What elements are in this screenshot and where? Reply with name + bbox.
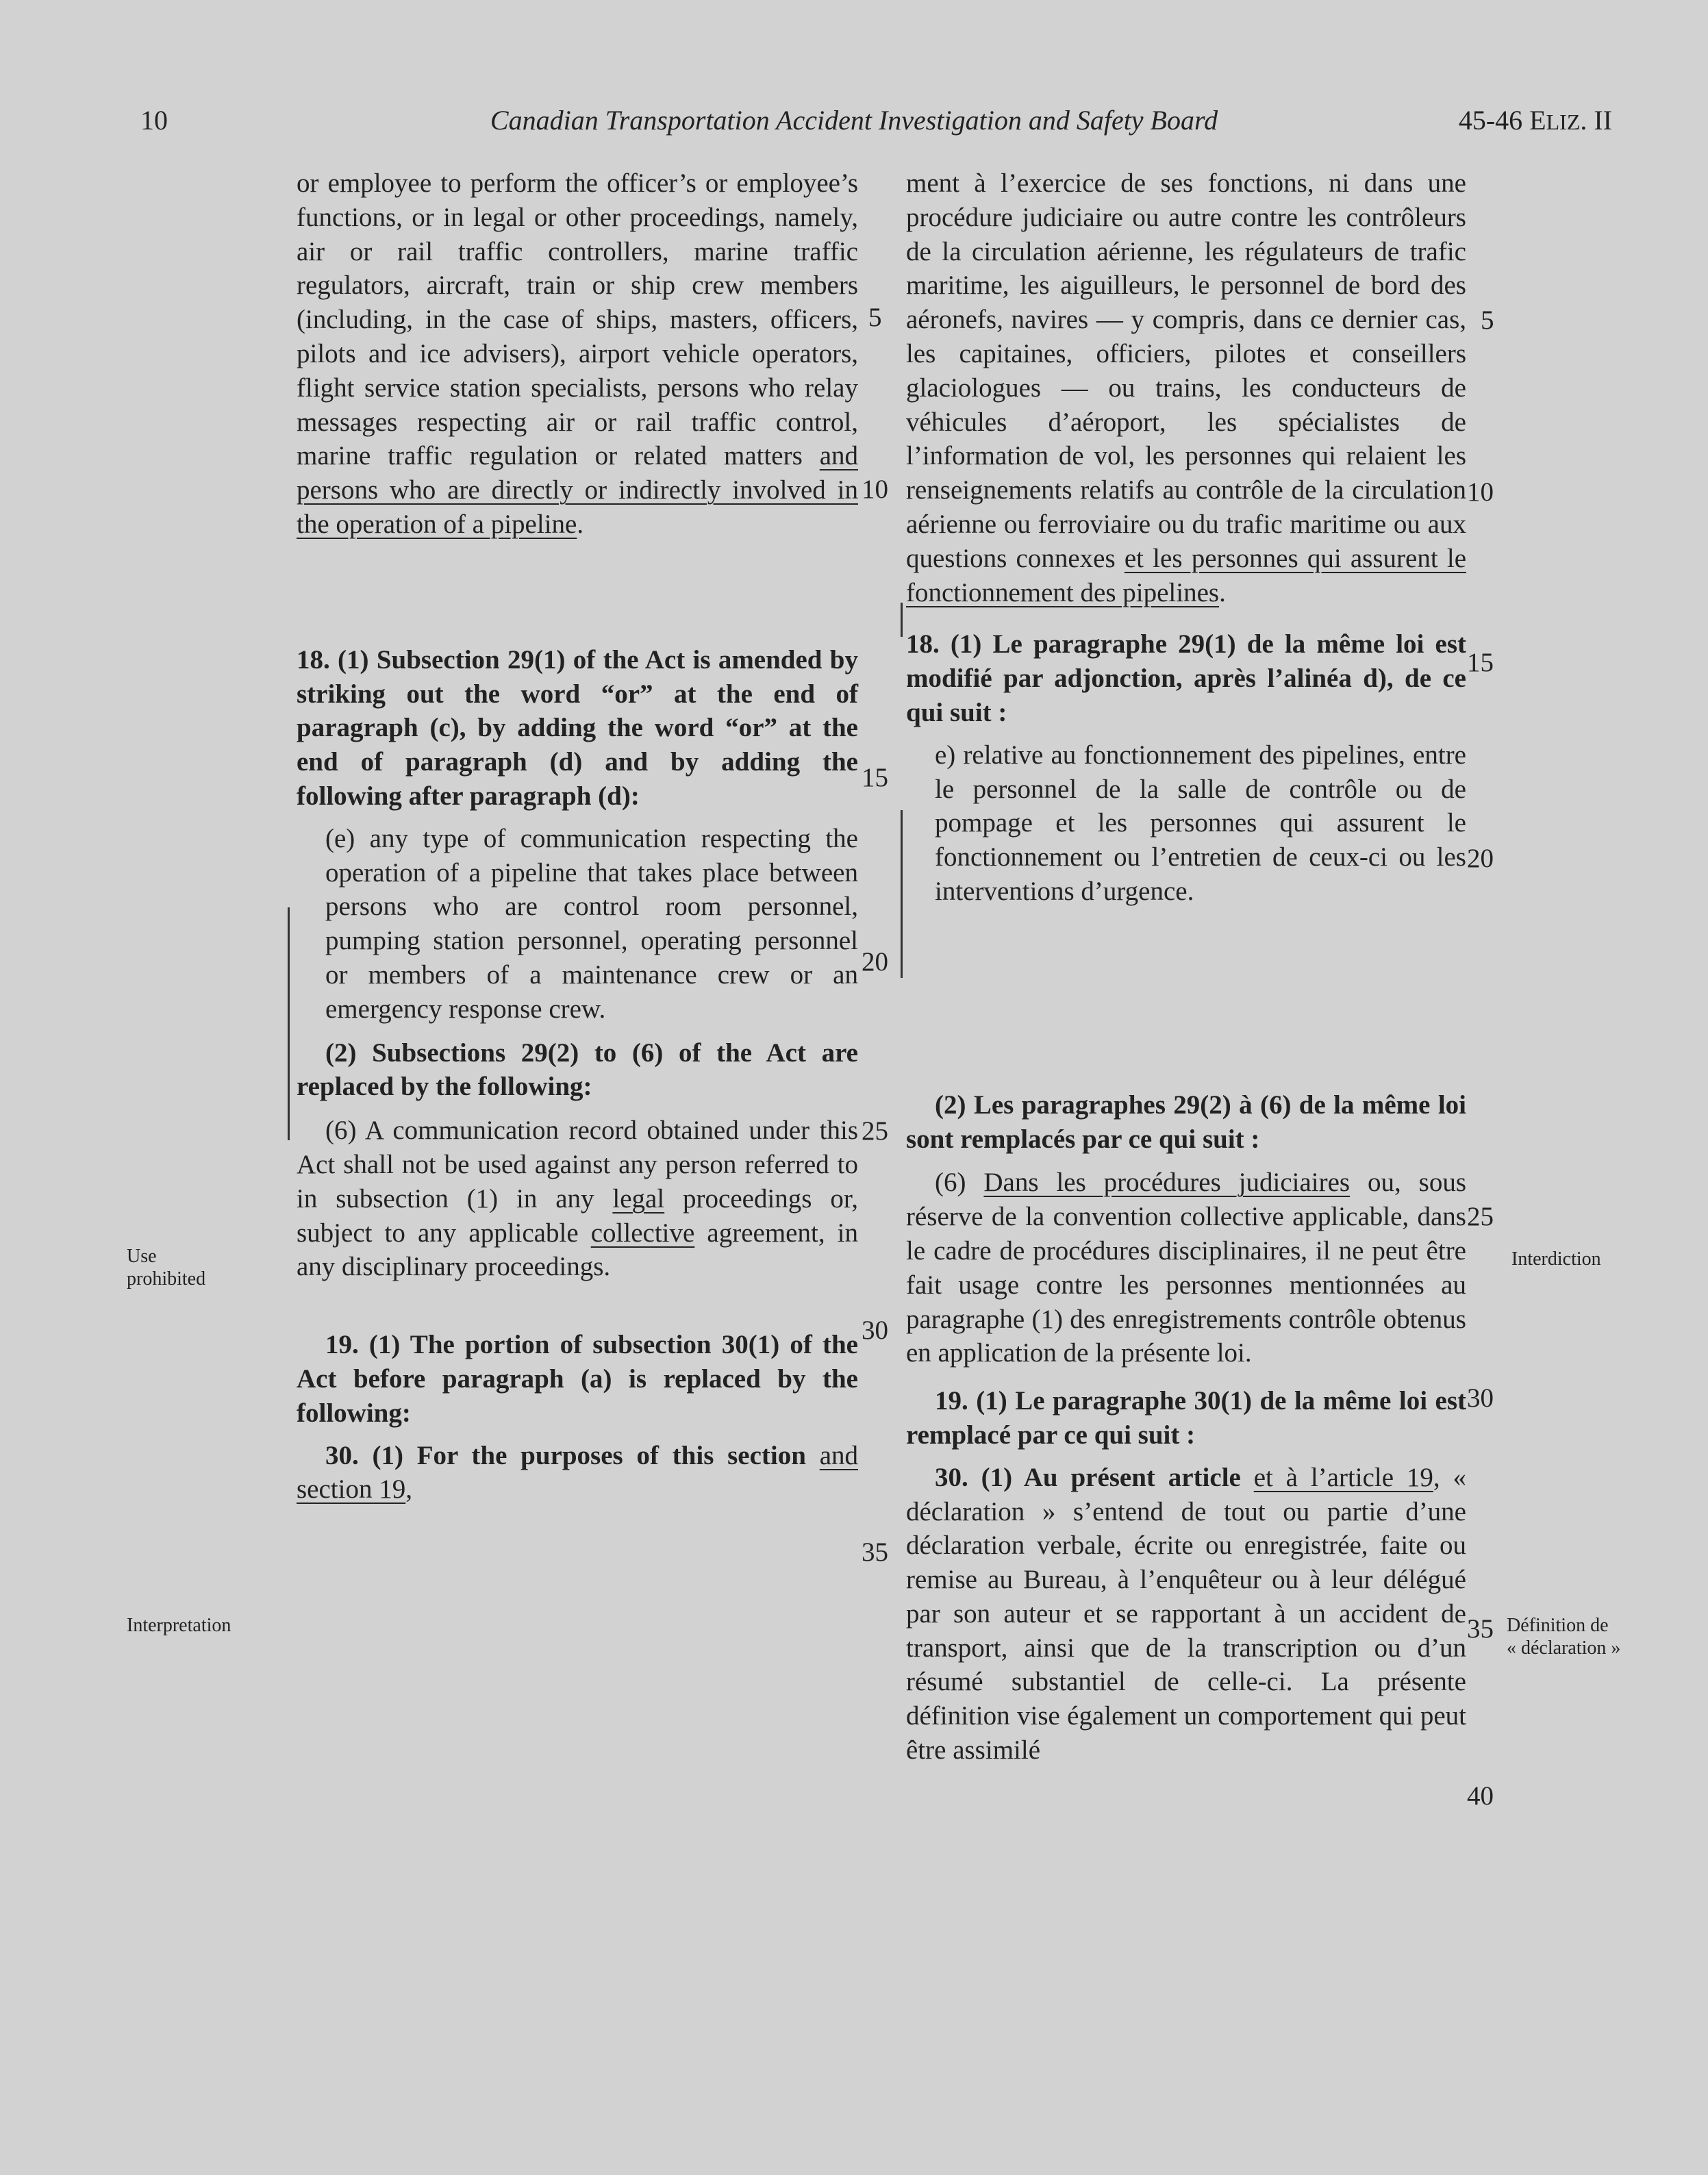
english-s6-text-a: (6) A communication record obtained under this Act shall not be used against any person referred to in subsection (1) in any: [297, 1116, 858, 1214]
marginal-note-use: Use: [127, 1246, 157, 1267]
english-intro-text: or employee to perform the officer’s or employee’s functions, or in legal or other proceedings, namely, air or rail traffic controllers, marine traffic regulators, aircraft, train or ship crew members (including, in the case of ships, masters, officers, pilots and ice advisers), airport vehicle operators, flight service station specialists, persons who relay messages respecting air or rail traffic control, marine traffic regulation or related matters: [297, 168, 858, 471]
english-s30: [297, 1439, 858, 1507]
english-s6-text-c: agreement, in any disciplinary proceedings.: [297, 1218, 858, 1282]
french-column: [906, 166, 1466, 1768]
french-s18-paragraph-e: e) relative au fonctionnement des pipelines, entre le personnel de la salle de contrôle ou de pompage et les personnes qui assurent le fonctionnement ou l’entretien de ceux-ci ou les interventions d’urgence.: [935, 740, 1466, 906]
english-s6: [297, 1114, 858, 1284]
line-number-en-10: 10: [862, 475, 888, 504]
french-intro-end: .: [1219, 577, 1226, 607]
marginal-note-interdiction: Interdiction: [1511, 1248, 1601, 1270]
french-intro: [906, 166, 1466, 609]
regnal-small: LIZ: [1546, 110, 1581, 134]
line-number-fr-35: 35: [1467, 1614, 1494, 1644]
french-s18-2-heading: (2) Les paragraphes 29(2) à (6) de la même loi sont remplacés par ce qui suit :: [906, 1090, 1466, 1154]
english-s6-collective: collective: [590, 1218, 695, 1248]
line-number-fr-15: 15: [1467, 648, 1494, 677]
french-s6-text-a: (6): [935, 1168, 966, 1198]
english-s18-2-heading: (2) Subsections 29(2) to (6) of the Act are replaced by the following:: [297, 1038, 858, 1102]
regnal-prefix: 45-46 E: [1458, 105, 1546, 136]
english-intro-amended: and persons who are directly or indirectly involved in the operation of a pipeline: [297, 441, 859, 539]
change-bar-french-intro: [901, 603, 903, 637]
line-number-en-30: 30: [862, 1316, 888, 1345]
marginal-note-interpretation: Interpretation: [127, 1615, 231, 1636]
english-s30-text-a: 30. (1) For the purposes of this section: [325, 1440, 806, 1470]
french-s6-underlined: Dans les procédures judiciaires: [983, 1168, 1351, 1198]
regnal-suffix: . II: [1580, 105, 1612, 136]
line-number-en-35: 35: [862, 1537, 888, 1567]
english-s30-text-b: ,: [405, 1474, 412, 1505]
french-s30-text-a: 30. (1) Au présent article: [935, 1462, 1241, 1492]
line-number-fr-25: 25: [1467, 1202, 1494, 1231]
line-number-en-5: 5: [868, 303, 882, 332]
marginal-note-definition: [1507, 1614, 1620, 1659]
english-column: [297, 166, 858, 1507]
regnal-year: [1459, 101, 1612, 141]
change-bar-french-s18e: [901, 810, 903, 978]
line-number-fr-40: 40: [1467, 1781, 1494, 1811]
french-s30: [906, 1461, 1466, 1768]
english-intro-end: .: [577, 509, 584, 539]
english-s30-and-s19: and section 19: [297, 1440, 859, 1505]
change-bar-english-s18e: [288, 907, 290, 1140]
marginal-note-definition-line1: Définition de: [1507, 1615, 1609, 1636]
english-s6-legal: legal: [612, 1183, 665, 1214]
french-intro-text: ment à l’exercice de ses fonctions, ni dans une procédure judiciaire ou autre contre les contrôleurs de la circulation aérienne, les régulateurs de trafic maritime, les aiguilleurs, le personnel de bord des aéronefs, navires — y compris, dans ce dernier cas, les capitaines, officiers, pilotes et conseillers glaciologues — ou trains, les conducteurs de véhicules d’aéroport, les spécialistes de l’information de vol, les personnes qui relaient les renseignements relatifs au contrôle de la circulation aérienne ou ferroviaire ou du trafic maritime ou aux questions connexes: [906, 168, 1466, 573]
french-s19-heading: 19. (1) Le paragraphe 30(1) de la même loi est remplacé par ce qui suit :: [906, 1386, 1466, 1450]
running-title: Canadian Transportation Accident Investigation and Safety Board: [490, 105, 1218, 136]
line-number-fr-10: 10: [1467, 477, 1494, 507]
marginal-note-definition-line2: « déclaration »: [1507, 1637, 1621, 1659]
page-number: 10: [140, 105, 168, 136]
line-number-en-15: 15: [862, 763, 888, 792]
english-s19-heading: 19. (1) The portion of subsection 30(1) of the Act before paragraph (a) is replaced by the following:: [297, 1330, 858, 1428]
english-s6-text-b: proceedings or, subject to any applicable: [297, 1183, 859, 1248]
english-s18-heading: 18. (1) Subsection 29(1) of the Act is amended by striking out the word “or” at the end of paragraph (c), by adding the word “or” at the end of paragraph (d) and by adding the following after paragraph (d):: [297, 644, 858, 811]
line-number-fr-5: 5: [1481, 305, 1494, 335]
french-s6-text-b: ou, sous réserve de la convention collective applicable, dans le cadre de procédures disciplinaires, il ne peut être fait usage contre les personnes mentionnées au paragraphe (1) des enregistrements contrôle obtenus en application de la présente loi.: [906, 1168, 1467, 1368]
english-intro: [297, 166, 858, 542]
french-s18-heading: 18. (1) Le paragraphe 29(1) de la même loi est modifié par adjonction, après l’alinéa d), de ce qui suit :: [906, 629, 1466, 727]
line-number-fr-30: 30: [1467, 1383, 1494, 1413]
line-number-en-25: 25: [862, 1116, 888, 1146]
line-number-fr-20: 20: [1467, 844, 1494, 873]
line-number-en-20: 20: [862, 947, 888, 977]
french-intro-amended: et les personnes qui assurent le fonctionnement des pipelines: [906, 543, 1467, 607]
french-s30-underlined: et à l’article 19: [1253, 1462, 1433, 1492]
french-s6: [906, 1166, 1466, 1370]
french-s30-text-b: , « déclaration » s’entend de tout ou partie d’une déclaration verbale, écrite ou enregistrée, faite ou remise au Bureau, à l’enquêteur ou à leur délégué par son auteur et se rapportant à un accident de transport, ainsi que de la transcription ou d’un résumé substantiel de celle-ci. La présente définition vise également un comportement qui peut être assimilé: [906, 1462, 1467, 1765]
marginal-note-use-prohibited: [127, 1245, 205, 1290]
marginal-note-prohibited: prohibited: [127, 1268, 206, 1290]
english-s18-paragraph-e: (e) any type of communication respecting the operation of a pipeline that takes place between persons who are control room personnel, pumping station personnel, operating personnel or members of a maintenance crew or an emergency response crew.: [325, 823, 858, 1024]
